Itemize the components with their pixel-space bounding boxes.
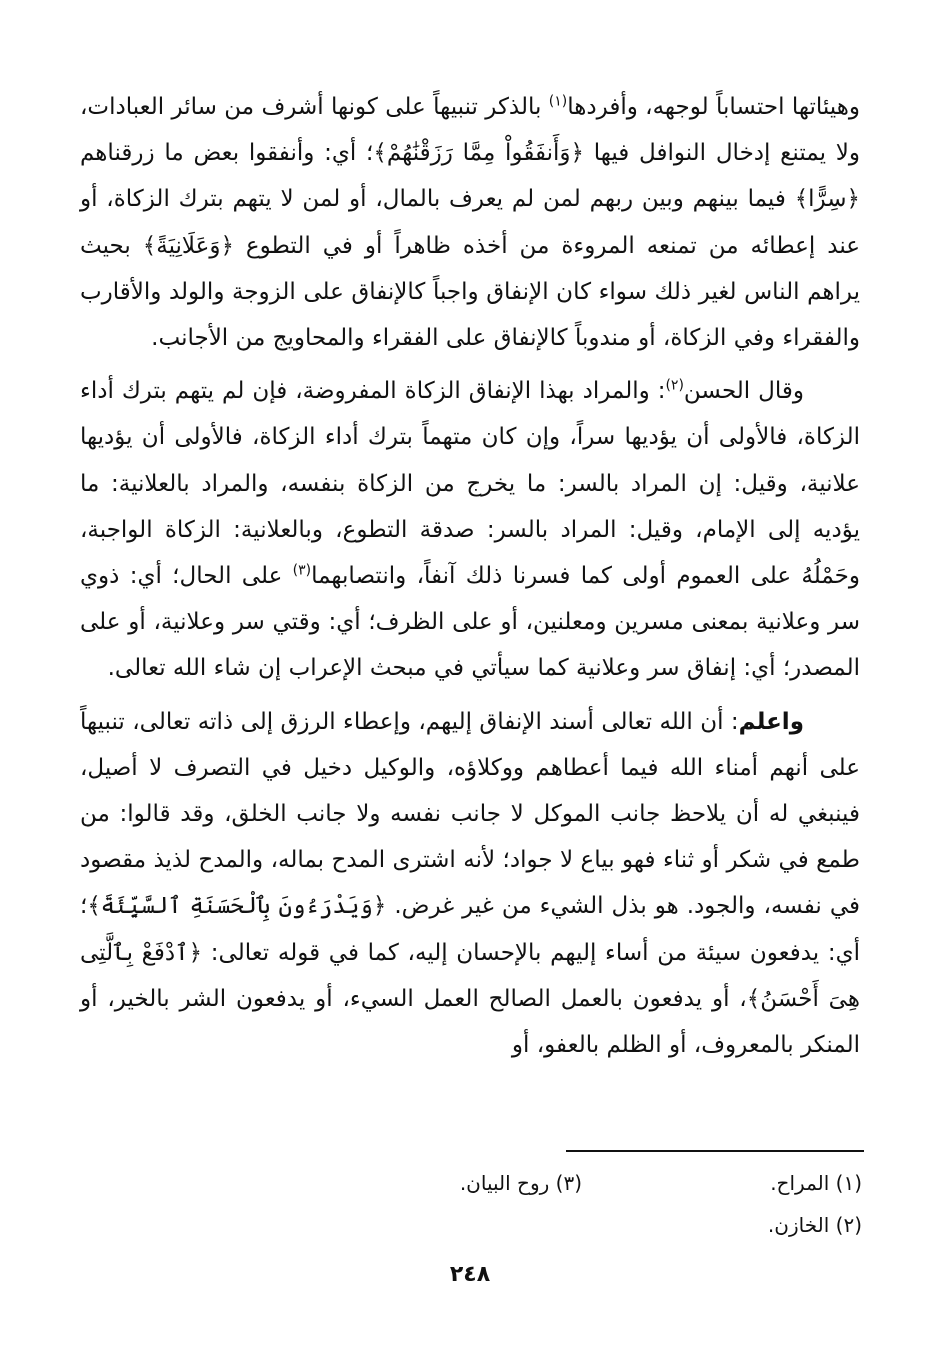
text-run: وهيئاتها احتساباً لوجهه، وأفردها [567, 94, 860, 120]
text-run: بالذكر تنبيهاً على كونها أشرف من سائر العبادات، ولا يمتنع إدخال النوافل فيها [80, 94, 860, 167]
paragraph [80, 84, 860, 361]
footnote-row [302, 1162, 862, 1204]
quran-quote: ﴿سِرًّا﴾ [794, 186, 860, 213]
footnotes [302, 1162, 862, 1246]
text-run: على الحال؛ أي: ذوي سر وعلانية بمعنى مسرين ومعلنين، أو على الظرف؛ أي: وقتي سر وعلانية، أو على المصدر؛ أي: إنفاق سر وعلانية كما سيأتي في مبحث الإعراب إن شاء الله تعالى. [80, 563, 860, 682]
footnote-separator [566, 1150, 864, 1152]
text-run: بحيث يراهم الناس لغير ذلك سواء كان الإنفاق واجباً كالإنفاق على الزوجة والولد والأقارب والفقراء وفي الزكاة، أو مندوباً كالإنفاق على الفقراء والمحاويج من الأجانب. [80, 232, 860, 352]
footnote-reference: (١) [548, 93, 568, 110]
footnote [302, 1204, 582, 1246]
quran-quote: ﴿وَيَدْرَءُونَ بِٱلْحَسَنَةِ ٱلسَّيِّئَةَ﴾ [87, 893, 387, 920]
text-run: وقال الحسن [683, 378, 805, 405]
footnote-reference: (٢) [665, 377, 684, 394]
text-run: ، أو يدفعون بالعمل الصالح العمل السيء، أو يدفعون الشر بالخير، أو المنكر بالمعروف، أو الظلم بالعفو، أو [80, 985, 860, 1059]
text-run: : أن الله تعالى أسند الإنفاق إليهم، وإعطاء الرزق إلى ذاته تعالى، تنبيهاً على أنهم أمناء الله فيما أعطاهم ووكلاؤه، والوكيل دخيل في التصرف لا أصيل، فينبغي له أن يلاحظ جانب الموكل لا جانب نفسه ولا جانب الخلق، وقد قالوا: من طمع في شكر أو ثناء فهو بياع لا جواد؛ لأنه اشترى المدح بماله، والمدح لذيذ مقصود في نفسه، والجود. هو بذل الشيء من غير غرض. [80, 708, 860, 920]
page-number: ٢٤٨ [449, 1262, 491, 1287]
main-text [80, 84, 860, 1068]
text-run: : والمراد بهذا الإنفاق الزكاة المفروضة، فإن لم يتهم بترك أداء الزكاة، فالأولى أن يؤديها سراً، وإن كان متهماً بترك أداء الزكاة، فالأولى أن يؤديها علانية، وقيل: إن المراد بالسر: ما يخرج من الزكاة بنفسه، والمراد بالعلانية: ما يؤديه إلى الإمام، وقيل: المراد بالسر: صدقة التطوع، وبالعلانية: الزكاة الواجبة، وحَمْلُهُ على العموم أولى كما فسرنا ذلك آنفاً، وانتصابهما [80, 378, 860, 590]
footnote: (٢) الخازن. [767, 1213, 862, 1237]
bold-term: واعلم [738, 708, 804, 735]
footnote: (٣) روح البيان. [459, 1171, 582, 1195]
text-run: ؛ أي: يدفعون سيئة من أساء إليهم بالإحسان إليه، كما في قوله تعالى: [80, 893, 860, 966]
quran-quote: ﴿ٱدْفَعْ بِٱلَّتِى هِىَ أَحْسَنُ﴾ [80, 939, 860, 1012]
footnote-reference: (٣) [292, 562, 312, 579]
quran-quote: ﴿وَعَلَانِيَةً﴾ [142, 232, 234, 259]
paragraph [80, 368, 860, 691]
paragraph [80, 699, 860, 1069]
footnote-row [302, 1204, 862, 1246]
footnote: (١) المراح. [770, 1171, 862, 1195]
text-run: ؛ أي: وأنفقوا بعض ما زرقناهم [80, 140, 374, 167]
text-run: فيما بينهم وبين ربهم لمن لم يعرف بالمال، أو لمن لا يتهم بترك الزكاة، أو عند إعطائه من تمنعه المروءة من أخذه ظاهراً أو في التطوع [80, 186, 861, 259]
quran-quote: ﴿وَأَنفَقُواْ مِمَّا رَزَقْنَٰهُمْ﴾ [373, 140, 584, 167]
